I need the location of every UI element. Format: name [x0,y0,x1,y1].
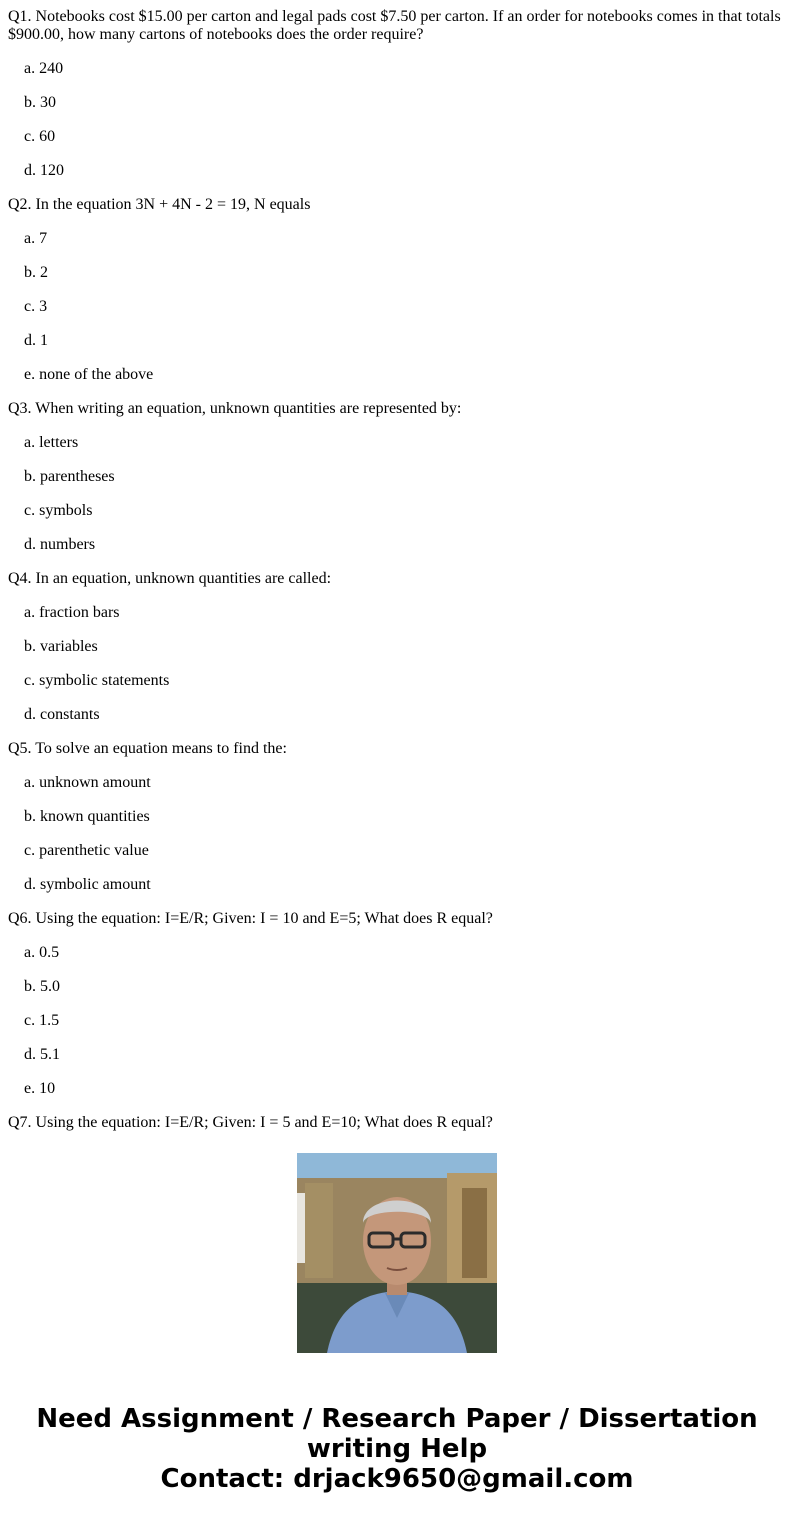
question-block [8,400,786,554]
answer-option: b. variables [24,638,98,655]
answer-option: b. known quantities [24,808,150,825]
answer-option: c. symbolic statements [24,672,170,689]
promo-text [0,1404,794,1494]
answer-options [8,774,786,894]
promo-contact: Contact: drjack9650@gmail.com [160,1464,634,1494]
answer-option: c. 60 [24,128,56,145]
avatar [297,1153,497,1353]
question-text: Q7. Using the equation: I=E/R; Given: I = 5 and E=10; What does R equal? [8,1114,493,1131]
answer-option: b. 2 [24,264,48,281]
promo-line-1: Need Assignment / Research Paper / Dissertation [36,1404,758,1434]
answer-option: c. symbols [24,502,93,519]
question-text: Q1. Notebooks cost $15.00 per carton and legal pads cost $7.50 per carton. If an order for notebooks comes in that totals $900.00, how many cartons of notebooks does the order require? [8,8,781,43]
promo-line-2: writing Help [306,1434,488,1464]
answer-option: d. numbers [24,536,96,553]
answer-option: a. unknown amount [24,774,151,791]
answer-options [8,60,786,180]
question-block [8,570,786,724]
question-block [8,8,786,180]
question-text: Q2. In the equation 3N + 4N - 2 = 19, N equals [8,196,311,213]
answer-options [8,434,786,554]
answer-option: d. symbolic amount [24,876,151,893]
question-block [8,196,786,384]
question-text: Q5. To solve an equation means to find the: [8,740,287,757]
answer-option: d. 120 [24,162,64,179]
answer-options [8,230,786,384]
answer-option: c. 1.5 [24,1012,60,1029]
answer-option: a. letters [24,434,79,451]
question-text: Q4. In an equation, unknown quantities are called: [8,570,332,587]
question-block [8,740,786,894]
answer-option: e. 10 [24,1080,56,1097]
answer-option: a. 0.5 [24,944,60,961]
answer-option: d. constants [24,706,100,723]
answer-option: c. parenthetic value [24,842,149,859]
question-block [8,910,786,1098]
answer-option: b. 5.0 [24,978,60,995]
answer-option: a. 7 [24,230,48,247]
person-photo-icon [297,1153,497,1353]
answer-option: b. parentheses [24,468,115,485]
answer-options [8,604,786,724]
answer-option: a. 240 [24,60,64,77]
answer-option: d. 5.1 [24,1046,60,1063]
answer-options [8,944,786,1098]
answer-option: d. 1 [24,332,48,349]
answer-option: c. 3 [24,298,48,315]
promo-section [0,1122,794,1523]
answer-option: a. fraction bars [24,604,120,621]
question-text: Q3. When writing an equation, unknown quantities are represented by: [8,400,462,417]
question-text: Q6. Using the equation: I=E/R; Given: I = 10 and E=5; What does R equal? [8,910,493,927]
answer-option: b. 30 [24,94,56,111]
answer-option: e. none of the above [24,366,154,383]
